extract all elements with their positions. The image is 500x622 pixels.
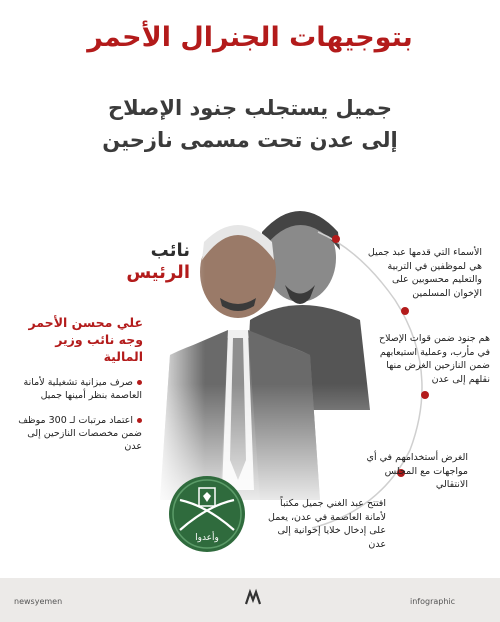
person-caption-line2: وجه نائب وزير (55, 332, 143, 347)
right-point-4: افتتح عبد الغني جميل مكتباً لأمانة العاصمة في عدن، يعمل على إدخال خلايا إخوانية إلى عدن (268, 498, 386, 550)
right-point-2: هم جنود ضمن قوات الإصلاح في مأرب، وعملية استيعابهم ضمن النازحين الغرض منها نقلهم إلى عدن (378, 333, 490, 385)
timeline-dot-1 (332, 235, 340, 243)
footer-type: infographic (410, 597, 456, 606)
vp-label-line2: الرئيس (126, 262, 190, 283)
timeline-dot-3 (421, 391, 429, 399)
right-point-3: الغرض أستخدامهم في أي مواجهات مع المجلس الانتقالي (366, 452, 468, 490)
left-point-2-text: اعتماد مرتبات لـ 300 موظف ضمن مخصصات النازحين إلى عدن (18, 415, 142, 452)
timeline-dot-2 (401, 307, 409, 315)
person-caption-line3: المالية (103, 349, 143, 364)
footer-brand: newsyemen (14, 597, 63, 606)
person-caption-line1: علي محسن الأحمر (28, 315, 143, 330)
vp-label-line1: نائب (150, 240, 190, 261)
page-title: بتوجيهات الجنرال الأحمر (87, 22, 413, 53)
news-logo-icon (243, 588, 263, 608)
brotherhood-emblem (166, 470, 248, 562)
right-point-1: الأسماء التي قدمها عبد جميل هي لموظفين في التربية والتعليم محسوبين على الإخوان المسلمين (367, 247, 482, 299)
page-subtitle-line1: جميل يستجلب جنود الإصلاح (107, 96, 393, 120)
left-point-1-text: صرف ميزانية تشغيلية لأمانة العاصمة بنظر أمينها جميل (23, 377, 142, 401)
page-subtitle-line2: إلى عدن تحت مسمى نازحين (102, 128, 398, 152)
emblem-text: وأعدوا (195, 533, 219, 543)
